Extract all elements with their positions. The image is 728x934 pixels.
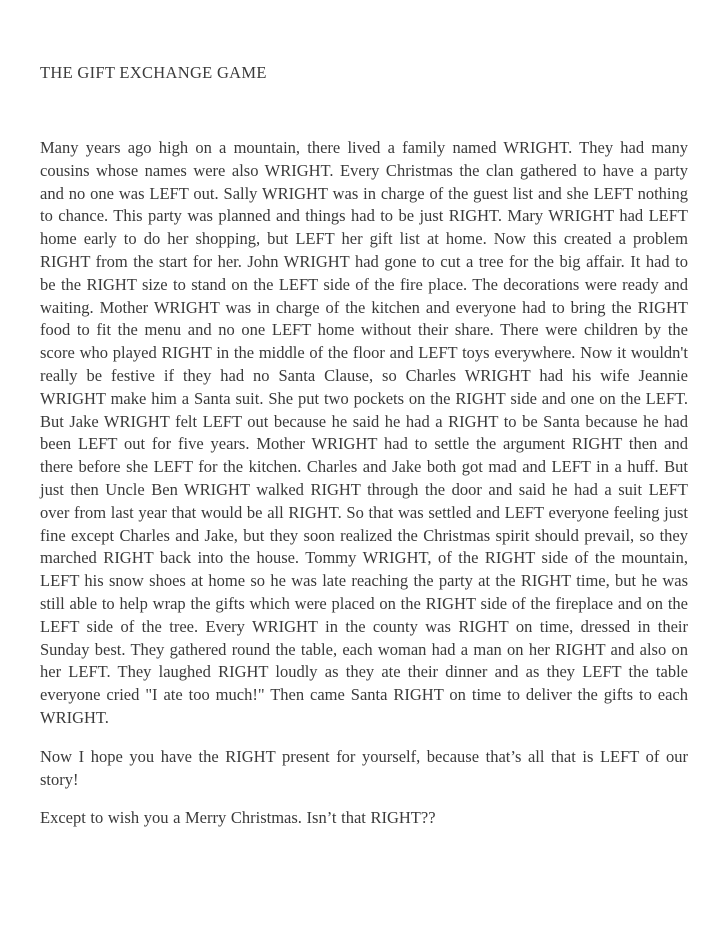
closing-paragraph: Now I hope you have the RIGHT present for yourself, because that’s all that is LEFT of our story! <box>40 746 688 789</box>
signoff-paragraph: Except to wish you a Merry Christmas. Isn’t that RIGHT?? <box>40 808 436 828</box>
document-title: THE GIFT EXCHANGE GAME <box>40 63 267 82</box>
story-paragraph: Many years ago high on a mountain, there lived a family named WRIGHT. They had many cousins whose names were also WRIGHT. Every Christmas the clan gathered to have a party and no one was LEFT out. Sally WRIGHT was in charge of the guest list and she LEFT nothing to chance. This party was planned and things had to be just RIGHT. Mary WRIGHT had LEFT home early to do her shopping, but LEFT her gift list at home. Now this created a problem RIGHT from the start for her. John WRIGHT had gone to cut a tree for the big affair. It had to be the RIGHT size to stand on the LEFT side of the fire place. The decorations were ready and waiting. Mother WRIGHT was in charge of the kitchen and everyone had to bring the RIGHT food to fit the menu and no one LEFT home without their share. There were children by the score who played RIGHT in the middle of the floor and LEFT toys everywhere. Now it wouldn't really be festive if they had no Santa Clause, so Charles WRIGHT had his wife Jeannie WRIGHT make him a Santa suit. She put two pockets on the RIGHT side and one on the LEFT. But Jake WRIGHT felt LEFT out because he said he had a RIGHT to be Santa because he had been LEFT out for five years. Mother WRIGHT had to settle the argument RIGHT then and there before she LEFT for the kitchen. Charles and Jake both got mad and LEFT in a huff. But just then Uncle Ben WRIGHT walked RIGHT through the door and said he had a suit LEFT over from last year that would be all RIGHT. So that was settled and LEFT everyone feeling just fine except Charles and Jake, but they soon realized the Christmas spirit should prevail, so they marched RIGHT back into the house. Tommy WRIGHT, of the RIGHT side of the mountain, LEFT his snow shoes at home so he was late reaching the party at the RIGHT time, but he was still able to help wrap the gifts which were placed on the RIGHT side of the fireplace and on the LEFT side of the tree. Every WRIGHT in the county was RIGHT on time, dressed in their Sunday best. They gathered round the table, each woman had a man on her RIGHT and also on her LEFT. They laughed RIGHT loudly as they ate their dinner and as they LEFT the table everyone cried "I ate too much!" Then came Santa RIGHT on time to deliver the gifts to each WRIGHT. <box>40 138 688 727</box>
